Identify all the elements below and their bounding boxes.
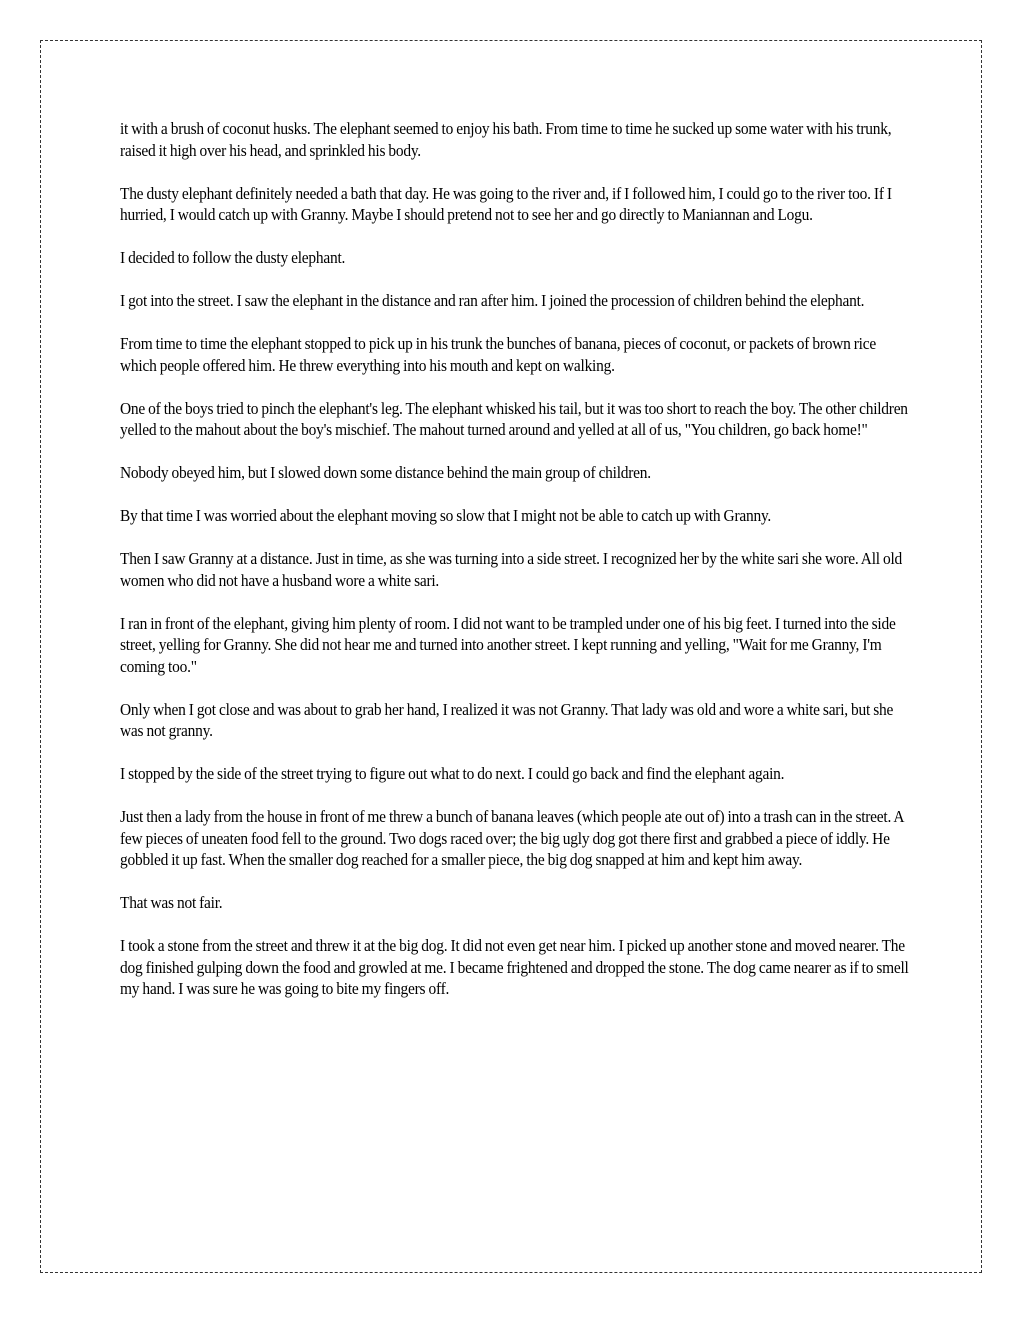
paragraph-4: I got into the street. I saw the elephant in the distance and ran after him. I joined the procession of children behind the elephant. — [120, 291, 865, 310]
paragraph-13: Just then a lady from the house in front of me threw a bunch of banana leaves (which people ate out of) into a trash can in the street. A few pieces of uneaten food fell to the ground. Two dogs raced over; the big ugly dog got there first and grabbed a piece of iddly. He gobbled it up fast. When the smaller dog reached for a smaller piece, the big dog snapped at him and kept him away. — [120, 807, 904, 869]
paragraph-6: One of the boys tried to pinch the elephant's leg. The elephant whisked his tail, but it was too short to reach the boy. The other children yelled to the mahout about the boy's mischief. The mahout turned around and yelled at all of us, "You children, go back home!" — [120, 398, 908, 439]
paragraph-15: I took a stone from the street and threw it at the big dog. It did not even get near him. I picked up another stone and moved nearer. The dog finished gulping down the food and growled at me. I became frightened and dropped the stone. The dog came nearer as if to smell my hand. I was sure he was going to bite my fingers off. — [120, 936, 909, 998]
paragraph-7: Nobody obeyed him, but I slowed down some distance behind the main group of children. — [120, 463, 651, 482]
paragraph-3: I decided to follow the dusty elephant. — [120, 248, 346, 267]
paragraph-5: From time to time the elephant stopped to pick up in his trunk the bunches of banana, pieces of coconut, or packets of brown rice which people offered him. He threw everything into his mouth and kept on walking. — [120, 334, 876, 375]
paragraph-10: I ran in front of the elephant, giving him plenty of room. I did not want to be trampled under one of his big feet. I turned into the side street, yelling for Granny. She did not hear me and turned into another street. I kept running and yelling, "Wait for me Granny, I'm coming too." — [120, 613, 896, 676]
paragraph-11: Only when I got close and was about to grab her hand, I realized it was not Granny. That lady was old and wore a white sari, but she was not granny. — [120, 699, 894, 740]
paragraph-1: it with a brush of coconut husks. The elephant seemed to enjoy his bath. From time to time he sucked up some water with his trunk, raised it high over his head, and sprinkled his body. — [120, 119, 892, 160]
paragraph-2: The dusty elephant definitely needed a bath that day. He was going to the river and, if I followed him, I could go to the river too. If I hurried, I would catch up with Granny. Maybe I should pretend not to see her and go directly to Maniannan and Logu. — [120, 183, 892, 224]
paragraph-14: That was not fair. — [120, 893, 223, 912]
paragraph-12: I stopped by the side of the street trying to figure out what to do next. I could go back and find the elephant again. — [120, 764, 785, 783]
paragraph-9: Then I saw Granny at a distance. Just in time, as she was turning into a side street. I recognized her by the white sari she wore. All old women who did not have a husband wore a white sari. — [120, 549, 903, 590]
document-body — [120, 118, 910, 1021]
paragraph-8: By that time I was worried about the elephant moving so slow that I might not be able to catch up with Granny. — [120, 506, 772, 525]
